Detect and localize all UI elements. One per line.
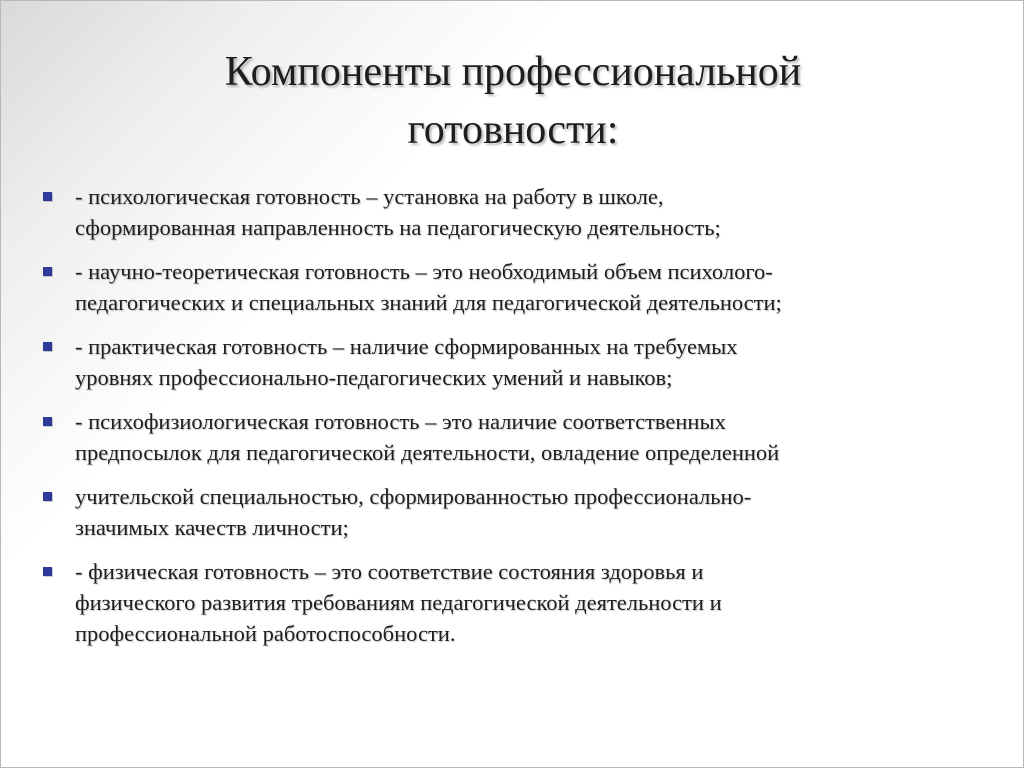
- bullet-line: - физическая готовность – это соответствие состояния здоровья и: [75, 559, 704, 584]
- square-bullet-icon: [43, 192, 52, 201]
- bullet-line: - психофизиологическая готовность – это наличие соответственных: [75, 409, 726, 434]
- title-line: готовности:: [407, 107, 619, 153]
- square-bullet-icon: [43, 492, 52, 501]
- bullet-item-practical: [41, 331, 991, 393]
- bullet-line: сформированная направленность на педагогическую деятельность;: [75, 215, 721, 240]
- square-bullet-icon: [43, 267, 52, 276]
- bullet-line: учительской специальностью, сформированностью профессионально-: [75, 484, 752, 509]
- square-bullet-icon: [43, 567, 52, 576]
- bullet-line: - психологическая готовность – установка на работу в школе,: [75, 184, 664, 209]
- square-bullet-icon: [43, 417, 52, 426]
- title-line: Компоненты профессиональной: [224, 49, 802, 95]
- bullet-item-theoretical: [41, 256, 991, 318]
- bullet-item-physical: [41, 556, 991, 649]
- bullet-line: - практическая готовность – наличие сформированных на требуемых: [75, 334, 738, 359]
- bullet-item-teacher-specialty: [41, 481, 991, 543]
- bullet-list: [41, 181, 991, 662]
- bullet-line: значимых качеств личности;: [75, 515, 349, 540]
- bullet-line: уровнях профессионально-педагогических умений и навыков;: [75, 365, 673, 390]
- bullet-line: предпосылок для педагогической деятельности, овладение определенной: [75, 440, 780, 465]
- bullet-line: - научно-теоретическая готовность – это необходимый объем психолого-: [75, 259, 773, 284]
- slide-title: [61, 43, 965, 159]
- bullet-line: педагогических и специальных знаний для педагогической деятельности;: [75, 290, 782, 315]
- bullet-item-psychological: [41, 181, 991, 243]
- bullet-line: профессиональной работоспособности.: [75, 621, 456, 646]
- bullet-line: физического развития требованиям педагогической деятельности и: [75, 590, 722, 615]
- bullet-item-psychophysiological: [41, 406, 991, 468]
- square-bullet-icon: [43, 342, 52, 351]
